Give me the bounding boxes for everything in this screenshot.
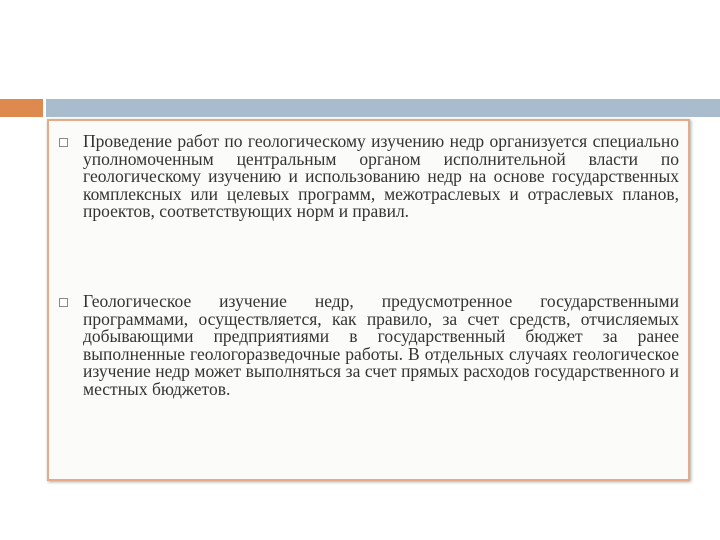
title-bar xyxy=(46,99,720,117)
accent-bar xyxy=(0,99,43,117)
square-bullet-icon xyxy=(59,138,68,147)
square-bullet-icon xyxy=(59,298,68,307)
bullet-item xyxy=(59,133,679,221)
bullet-text: Геологическое изучение недр, предусмотренное государственными программами, осуществляется, как правило, за счет средств, отчисляемых добывающими предприятиями в государственный бюджет за ранее выполненные геологоразведочные работы. В отдельных случаях геологическое изучение недр может выполняться за счет прямых расходов государственного и местных бюджетов. xyxy=(83,291,679,399)
bullet-item xyxy=(59,293,679,398)
content-box xyxy=(47,119,690,481)
bullet-text: Проведение работ по геологическому изучению недр организуется специально уполномоченным центральным органом исполнительной власти по геологическому изучению и использованию недр на основе государственных комплексных или целевых программ, межотраслевых и отраслевых планов, проектов, соответствующих норм и правил. xyxy=(83,131,679,221)
